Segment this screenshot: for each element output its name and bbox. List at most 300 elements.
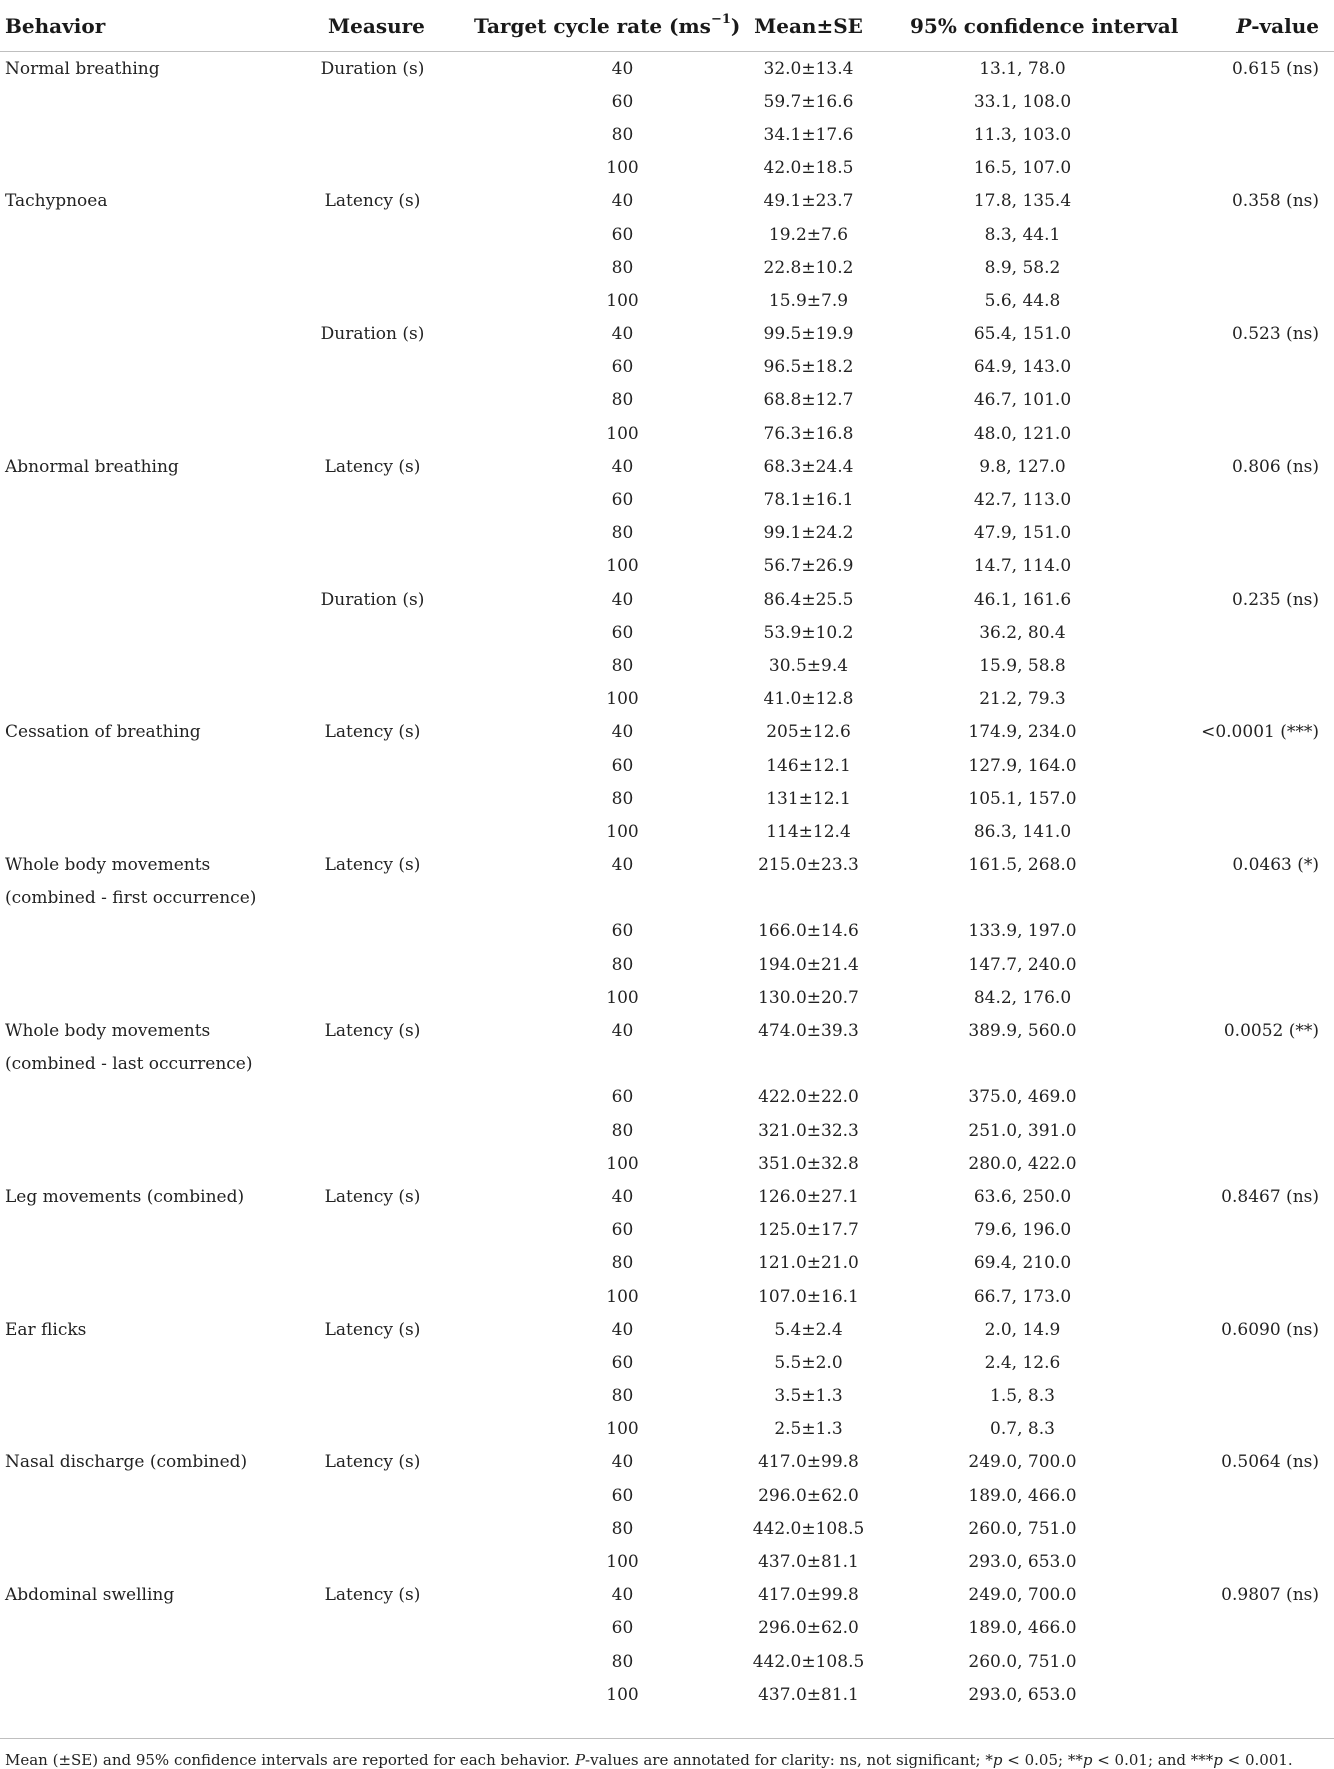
table-row bbox=[0, 1313, 1334, 1346]
cell-confidence-interval: 293.0, 653.0 bbox=[968, 1684, 1077, 1705]
cell-measure bbox=[290, 1612, 455, 1645]
cell-mean-se: 351.0±32.8 bbox=[758, 1153, 859, 1174]
cell-confidence-interval: 48.0, 121.0 bbox=[973, 423, 1072, 444]
cell-mean-se: 442.0±108.5 bbox=[752, 1518, 865, 1539]
cell-measure: Latency (s) bbox=[324, 1585, 421, 1606]
footnote-sig1-rest: < 0.05; bbox=[1002, 1751, 1068, 1769]
cell-mean-se: 474.0±39.3 bbox=[758, 1021, 859, 1042]
cell-confidence-interval: 65.4, 151.0 bbox=[973, 324, 1072, 345]
cell-p-value bbox=[1175, 417, 1334, 450]
cell-measure bbox=[290, 1645, 455, 1678]
cell-confidence-interval: 280.0, 422.0 bbox=[968, 1153, 1077, 1174]
rate-value: 40 bbox=[611, 324, 634, 345]
cell-mean-se: 194.0±21.4 bbox=[758, 954, 859, 975]
cell-measure bbox=[290, 882, 455, 915]
cell-p-value bbox=[1175, 1114, 1334, 1147]
cell-measure bbox=[290, 915, 455, 948]
table-row bbox=[0, 1545, 1334, 1578]
cell-mean-se: 5.4±2.4 bbox=[774, 1319, 843, 1340]
cell-target-cycle-rate bbox=[455, 1678, 745, 1711]
footnote-part1: Mean (±SE) and 95% confidence intervals are reported for each behavior. bbox=[5, 1751, 575, 1769]
cell-mean-se: 2.5±1.3 bbox=[774, 1419, 843, 1440]
cell-p-value: 0.5064 (ns) bbox=[1221, 1452, 1319, 1473]
cell-confidence-interval: 79.6, 196.0 bbox=[973, 1220, 1072, 1241]
cell-p-value: 0.6090 (ns) bbox=[1221, 1319, 1319, 1340]
table-row bbox=[0, 1280, 1334, 1313]
rate-value: 40 bbox=[611, 1319, 634, 1340]
cell-confidence-interval: 375.0, 469.0 bbox=[968, 1087, 1077, 1108]
cell-measure bbox=[290, 649, 455, 682]
cell-confidence-interval: 11.3, 103.0 bbox=[973, 124, 1072, 145]
cell-measure: Latency (s) bbox=[324, 855, 421, 876]
cell-confidence-interval: 9.8, 127.0 bbox=[979, 456, 1066, 477]
cell-confidence-interval: 21.2, 79.3 bbox=[979, 689, 1066, 710]
cell-target-cycle-rate bbox=[455, 1014, 745, 1047]
cell-p-value: <0.0001 (***) bbox=[1201, 722, 1319, 743]
cell-mean-se: 32.0±13.4 bbox=[763, 58, 854, 79]
cell-measure: Duration (s) bbox=[320, 589, 425, 610]
cell-measure bbox=[290, 981, 455, 1014]
cell-target-cycle-rate bbox=[455, 882, 745, 915]
footnote-sig3-stars: *** bbox=[1190, 1751, 1214, 1769]
table-row bbox=[0, 1114, 1334, 1147]
table-row bbox=[0, 649, 1334, 682]
table-row bbox=[0, 882, 1334, 915]
cell-mean-se: 96.5±18.2 bbox=[763, 357, 854, 378]
cell-measure: Latency (s) bbox=[324, 191, 421, 212]
cell-measure bbox=[290, 1247, 455, 1280]
cell-confidence-interval: 105.1, 157.0 bbox=[968, 788, 1077, 809]
cell-p-value: 0.235 (ns) bbox=[1231, 589, 1319, 610]
rate-value: 60 bbox=[611, 1220, 634, 1241]
cell-p-value: 0.358 (ns) bbox=[1231, 191, 1319, 212]
cell-measure bbox=[290, 948, 455, 981]
rate-value: 100 bbox=[606, 689, 639, 710]
table-row bbox=[0, 1081, 1334, 1114]
header-mean-se: Mean±SE bbox=[745, 0, 910, 52]
cell-behavior: Leg movements (combined) bbox=[5, 1186, 245, 1207]
cell-p-value bbox=[1175, 1147, 1334, 1180]
cell-behavior bbox=[0, 1214, 290, 1247]
cell-target-cycle-rate bbox=[455, 483, 745, 516]
cell-confidence-interval: 260.0, 751.0 bbox=[968, 1518, 1077, 1539]
footnote-sig2-rest: < 0.01; and bbox=[1092, 1751, 1191, 1769]
footnote-sig2-stars: ** bbox=[1067, 1751, 1083, 1769]
table-row bbox=[0, 1014, 1334, 1047]
cell-measure bbox=[290, 483, 455, 516]
cell-target-cycle-rate bbox=[455, 550, 745, 583]
cell-behavior bbox=[0, 1645, 290, 1678]
cell-p-value bbox=[1175, 1413, 1334, 1446]
cell-target-cycle-rate bbox=[455, 52, 745, 86]
cell-behavior bbox=[0, 1280, 290, 1313]
cell-p-value bbox=[1175, 483, 1334, 516]
cell-behavior: (combined - last occurrence) bbox=[5, 1054, 253, 1075]
rate-value: 100 bbox=[606, 158, 639, 179]
table-row bbox=[0, 1579, 1334, 1612]
cell-p-value bbox=[1175, 782, 1334, 815]
rate-value: 80 bbox=[611, 124, 634, 145]
cell-target-cycle-rate bbox=[455, 1313, 745, 1346]
cell-target-cycle-rate bbox=[455, 517, 745, 550]
table-row bbox=[0, 915, 1334, 948]
cell-mean-se: 125.0±17.7 bbox=[758, 1220, 859, 1241]
cell-confidence-interval bbox=[910, 1048, 1175, 1081]
cell-mean-se: 68.8±12.7 bbox=[763, 390, 854, 411]
cell-p-value bbox=[1175, 616, 1334, 649]
cell-target-cycle-rate bbox=[455, 1214, 745, 1247]
cell-behavior bbox=[0, 351, 290, 384]
cell-confidence-interval: 64.9, 143.0 bbox=[973, 357, 1072, 378]
cell-target-cycle-rate bbox=[455, 1180, 745, 1213]
table-row bbox=[0, 683, 1334, 716]
cell-target-cycle-rate bbox=[455, 1645, 745, 1678]
cell-target-cycle-rate bbox=[455, 782, 745, 815]
cell-measure: Latency (s) bbox=[324, 456, 421, 477]
cell-confidence-interval: 46.7, 101.0 bbox=[973, 390, 1072, 411]
cell-mean-se: 68.3±24.4 bbox=[763, 456, 854, 477]
cell-p-value bbox=[1175, 683, 1334, 716]
cell-measure bbox=[290, 85, 455, 118]
cell-target-cycle-rate bbox=[455, 616, 745, 649]
table-row bbox=[0, 1645, 1334, 1678]
cell-mean-se: 437.0±81.1 bbox=[758, 1684, 859, 1705]
cell-p-value: 0.8467 (ns) bbox=[1221, 1186, 1319, 1207]
cell-confidence-interval: 86.3, 141.0 bbox=[973, 821, 1072, 842]
cell-target-cycle-rate bbox=[455, 318, 745, 351]
header-p-rest: -value bbox=[1251, 13, 1319, 38]
table-row bbox=[0, 849, 1334, 882]
cell-target-cycle-rate bbox=[455, 948, 745, 981]
cell-behavior bbox=[0, 1380, 290, 1413]
cell-measure bbox=[290, 1346, 455, 1379]
cell-behavior bbox=[0, 583, 290, 616]
cell-mean-se: 76.3±16.8 bbox=[763, 423, 854, 444]
cell-confidence-interval: 16.5, 107.0 bbox=[973, 158, 1072, 179]
cell-p-value bbox=[1175, 948, 1334, 981]
cell-mean-se: 22.8±10.2 bbox=[763, 257, 854, 278]
cell-behavior bbox=[0, 85, 290, 118]
rate-value: 100 bbox=[606, 556, 639, 577]
cell-measure: Duration (s) bbox=[320, 58, 425, 79]
cell-p-value: 0.523 (ns) bbox=[1231, 324, 1319, 345]
rate-value: 100 bbox=[606, 1419, 639, 1440]
cell-mean-se: 107.0±16.1 bbox=[758, 1286, 859, 1307]
cell-p-value bbox=[1175, 1380, 1334, 1413]
cell-measure bbox=[290, 550, 455, 583]
cell-measure bbox=[290, 384, 455, 417]
cell-confidence-interval: 174.9, 234.0 bbox=[968, 722, 1077, 743]
rate-value: 100 bbox=[606, 290, 639, 311]
cell-p-value bbox=[1175, 1512, 1334, 1545]
cell-p-value: 0.0052 (**) bbox=[1223, 1021, 1319, 1042]
cell-measure: Latency (s) bbox=[324, 1319, 421, 1340]
cell-p-value bbox=[1175, 152, 1334, 185]
header-confidence-interval: 95% confidence interval bbox=[910, 0, 1175, 52]
cell-p-value bbox=[1175, 550, 1334, 583]
cell-mean-se: 30.5±9.4 bbox=[768, 655, 849, 676]
cell-confidence-interval: 42.7, 113.0 bbox=[973, 490, 1072, 511]
cell-confidence-interval: 63.6, 250.0 bbox=[973, 1186, 1072, 1207]
header-target-cycle-rate bbox=[455, 0, 745, 52]
table-row bbox=[0, 351, 1334, 384]
cell-behavior bbox=[0, 384, 290, 417]
cell-measure: Duration (s) bbox=[320, 324, 425, 345]
table-row bbox=[0, 118, 1334, 151]
cell-behavior bbox=[0, 749, 290, 782]
cell-p-value: 0.806 (ns) bbox=[1231, 456, 1319, 477]
cell-measure bbox=[290, 683, 455, 716]
table-row bbox=[0, 1147, 1334, 1180]
cell-mean-se: 41.0±12.8 bbox=[763, 689, 854, 710]
table-row bbox=[0, 782, 1334, 815]
rate-value: 100 bbox=[606, 1153, 639, 1174]
rate-value: 40 bbox=[611, 589, 634, 610]
cell-measure bbox=[290, 1147, 455, 1180]
cell-behavior bbox=[0, 517, 290, 550]
table-row bbox=[0, 948, 1334, 981]
cell-behavior bbox=[0, 815, 290, 848]
cell-mean-se: 86.4±25.5 bbox=[763, 589, 854, 610]
footnote-sig1-stars: * bbox=[985, 1751, 993, 1769]
cell-mean-se: 99.5±19.9 bbox=[763, 324, 854, 345]
footnote-part2: -values are annotated for clarity: ns, not significant; bbox=[585, 1751, 986, 1769]
cell-target-cycle-rate bbox=[455, 1380, 745, 1413]
table-row bbox=[0, 1512, 1334, 1545]
cell-target-cycle-rate bbox=[455, 716, 745, 749]
rate-value: 80 bbox=[611, 1386, 634, 1407]
cell-confidence-interval: 389.9, 560.0 bbox=[968, 1021, 1077, 1042]
rate-value: 80 bbox=[611, 257, 634, 278]
rate-value: 100 bbox=[606, 821, 639, 842]
table-row bbox=[0, 483, 1334, 516]
rate-value: 60 bbox=[611, 1485, 634, 1506]
cell-measure bbox=[290, 1214, 455, 1247]
cell-mean-se: 422.0±22.0 bbox=[758, 1087, 859, 1108]
cell-mean-se: 49.1±23.7 bbox=[763, 191, 854, 212]
cell-behavior bbox=[0, 1512, 290, 1545]
footnote-p-italic: P bbox=[574, 1751, 586, 1769]
cell-mean-se: 34.1±17.6 bbox=[763, 124, 854, 145]
cell-mean-se: 130.0±20.7 bbox=[758, 987, 859, 1008]
cell-p-value bbox=[1175, 915, 1334, 948]
cell-mean-se: 5.5±2.0 bbox=[774, 1352, 843, 1373]
cell-behavior bbox=[0, 251, 290, 284]
cell-mean-se: 205±12.6 bbox=[766, 722, 851, 743]
cell-p-value bbox=[1175, 118, 1334, 151]
cell-behavior: Normal breathing bbox=[5, 58, 160, 79]
table-row bbox=[0, 450, 1334, 483]
cell-p-value: 0.0463 (*) bbox=[1232, 855, 1319, 876]
cell-behavior bbox=[0, 1346, 290, 1379]
cell-p-value bbox=[1175, 284, 1334, 317]
cell-behavior bbox=[0, 1247, 290, 1280]
footnote-sig1-var: p bbox=[992, 1751, 1003, 1769]
cell-p-value bbox=[1175, 85, 1334, 118]
cell-measure bbox=[290, 1380, 455, 1413]
cell-behavior bbox=[0, 118, 290, 151]
cell-measure bbox=[290, 749, 455, 782]
rate-value: 100 bbox=[606, 987, 639, 1008]
cell-p-value bbox=[1175, 1280, 1334, 1313]
cell-p-value bbox=[1175, 251, 1334, 284]
cell-p-value bbox=[1175, 1214, 1334, 1247]
rate-value: 80 bbox=[611, 1651, 634, 1672]
cell-measure bbox=[290, 1280, 455, 1313]
cell-behavior: Nasal discharge (combined) bbox=[5, 1452, 248, 1473]
rate-value: 60 bbox=[611, 490, 634, 511]
cell-confidence-interval: 47.9, 151.0 bbox=[973, 523, 1072, 544]
cell-mean-se: 146±12.1 bbox=[766, 755, 851, 776]
cell-mean-se: 78.1±16.1 bbox=[763, 490, 854, 511]
cell-measure: Latency (s) bbox=[324, 1452, 421, 1473]
cell-target-cycle-rate bbox=[455, 815, 745, 848]
cell-confidence-interval: 14.7, 114.0 bbox=[973, 556, 1072, 577]
cell-behavior bbox=[0, 948, 290, 981]
rate-value: 80 bbox=[611, 954, 634, 975]
cell-confidence-interval: 46.1, 161.6 bbox=[973, 589, 1072, 610]
cell-behavior: Ear flicks bbox=[5, 1319, 87, 1340]
rate-value: 60 bbox=[611, 224, 634, 245]
rate-value: 40 bbox=[611, 855, 634, 876]
cell-target-cycle-rate bbox=[455, 749, 745, 782]
cell-target-cycle-rate bbox=[455, 849, 745, 882]
table-row bbox=[0, 284, 1334, 317]
rate-value: 80 bbox=[611, 1120, 634, 1141]
cell-confidence-interval: 293.0, 653.0 bbox=[968, 1552, 1077, 1573]
cell-measure bbox=[290, 1081, 455, 1114]
cell-measure bbox=[290, 1413, 455, 1446]
cell-target-cycle-rate bbox=[455, 251, 745, 284]
cell-confidence-interval: 8.3, 44.1 bbox=[984, 224, 1061, 245]
cell-confidence-interval: 17.8, 135.4 bbox=[973, 191, 1072, 212]
table-row bbox=[0, 550, 1334, 583]
cell-measure bbox=[290, 1114, 455, 1147]
cell-confidence-interval: 0.7, 8.3 bbox=[990, 1419, 1055, 1440]
cell-target-cycle-rate bbox=[455, 583, 745, 616]
cell-measure: Latency (s) bbox=[324, 1021, 421, 1042]
cell-confidence-interval: 249.0, 700.0 bbox=[968, 1452, 1077, 1473]
cell-p-value bbox=[1175, 1479, 1334, 1512]
table-row bbox=[0, 218, 1334, 251]
cell-confidence-interval: 84.2, 176.0 bbox=[973, 987, 1072, 1008]
cell-behavior: Cessation of breathing bbox=[5, 722, 201, 743]
rate-value: 40 bbox=[611, 722, 634, 743]
cell-measure bbox=[290, 251, 455, 284]
header-rate-superscript: −1 bbox=[710, 11, 731, 27]
cell-p-value: 0.9807 (ns) bbox=[1221, 1585, 1319, 1606]
cell-p-value bbox=[1175, 981, 1334, 1014]
rate-value: 60 bbox=[611, 1352, 634, 1373]
cell-behavior bbox=[0, 649, 290, 682]
rate-value: 60 bbox=[611, 755, 634, 776]
rate-value: 40 bbox=[611, 1585, 634, 1606]
cell-p-value bbox=[1175, 1612, 1334, 1645]
cell-measure bbox=[290, 815, 455, 848]
cell-measure bbox=[290, 517, 455, 550]
cell-mean-se: 15.9±7.9 bbox=[768, 290, 849, 311]
cell-mean-se: 131±12.1 bbox=[766, 788, 851, 809]
cell-mean-se: 417.0±99.8 bbox=[758, 1452, 859, 1473]
cell-confidence-interval: 66.7, 173.0 bbox=[973, 1286, 1072, 1307]
cell-behavior bbox=[0, 550, 290, 583]
table-row bbox=[0, 616, 1334, 649]
cell-target-cycle-rate bbox=[455, 649, 745, 682]
cell-measure bbox=[290, 1048, 455, 1081]
rate-value: 60 bbox=[611, 921, 634, 942]
table-row bbox=[0, 981, 1334, 1014]
cell-target-cycle-rate bbox=[455, 152, 745, 185]
cell-p-value bbox=[1175, 351, 1334, 384]
table-row bbox=[0, 716, 1334, 749]
rate-value: 100 bbox=[606, 1286, 639, 1307]
table-row bbox=[0, 1346, 1334, 1379]
rate-value: 100 bbox=[606, 1684, 639, 1705]
cell-confidence-interval: 260.0, 751.0 bbox=[968, 1651, 1077, 1672]
cell-measure: Latency (s) bbox=[324, 722, 421, 743]
table-row bbox=[0, 517, 1334, 550]
rate-value: 40 bbox=[611, 1021, 634, 1042]
cell-target-cycle-rate bbox=[455, 1048, 745, 1081]
table-row bbox=[0, 1446, 1334, 1479]
cell-target-cycle-rate bbox=[455, 683, 745, 716]
table-row bbox=[0, 1180, 1334, 1213]
cell-confidence-interval: 147.7, 240.0 bbox=[968, 954, 1077, 975]
cell-p-value bbox=[1175, 649, 1334, 682]
cell-confidence-interval: 161.5, 268.0 bbox=[968, 855, 1077, 876]
cell-target-cycle-rate bbox=[455, 284, 745, 317]
cell-confidence-interval bbox=[910, 882, 1175, 915]
footnote-sig3-rest: < 0.001. bbox=[1222, 1751, 1293, 1769]
header-measure: Measure bbox=[290, 0, 455, 52]
cell-target-cycle-rate bbox=[455, 1446, 745, 1479]
cell-target-cycle-rate bbox=[455, 1479, 745, 1512]
cell-measure bbox=[290, 1479, 455, 1512]
cell-confidence-interval: 189.0, 466.0 bbox=[968, 1485, 1077, 1506]
header-row bbox=[0, 0, 1334, 52]
cell-mean-se: 126.0±27.1 bbox=[758, 1186, 859, 1207]
cell-confidence-interval: 127.9, 164.0 bbox=[968, 755, 1077, 776]
cell-mean-se: 417.0±99.8 bbox=[758, 1585, 859, 1606]
rate-value: 80 bbox=[611, 390, 634, 411]
cell-p-value bbox=[1175, 218, 1334, 251]
cell-target-cycle-rate bbox=[455, 1280, 745, 1313]
cell-target-cycle-rate bbox=[455, 1413, 745, 1446]
cell-p-value bbox=[1175, 1346, 1334, 1379]
cell-target-cycle-rate bbox=[455, 417, 745, 450]
cell-target-cycle-rate bbox=[455, 85, 745, 118]
rate-value: 80 bbox=[611, 523, 634, 544]
cell-behavior bbox=[0, 1545, 290, 1578]
footnote-sig2-var: p bbox=[1082, 1751, 1093, 1769]
rate-value: 80 bbox=[611, 788, 634, 809]
cell-measure bbox=[290, 118, 455, 151]
table-row bbox=[0, 152, 1334, 185]
cell-target-cycle-rate bbox=[455, 450, 745, 483]
cell-p-value bbox=[1175, 1545, 1334, 1578]
cell-mean-se: 442.0±108.5 bbox=[752, 1651, 865, 1672]
cell-target-cycle-rate bbox=[455, 1346, 745, 1379]
cell-target-cycle-rate bbox=[455, 1579, 745, 1612]
table-footnote bbox=[0, 1738, 1334, 1769]
cell-measure bbox=[290, 351, 455, 384]
table-header bbox=[0, 0, 1334, 52]
cell-target-cycle-rate bbox=[455, 981, 745, 1014]
rate-value: 60 bbox=[611, 1618, 634, 1639]
cell-behavior bbox=[0, 318, 290, 351]
rate-value: 60 bbox=[611, 91, 634, 112]
cell-behavior bbox=[0, 483, 290, 516]
